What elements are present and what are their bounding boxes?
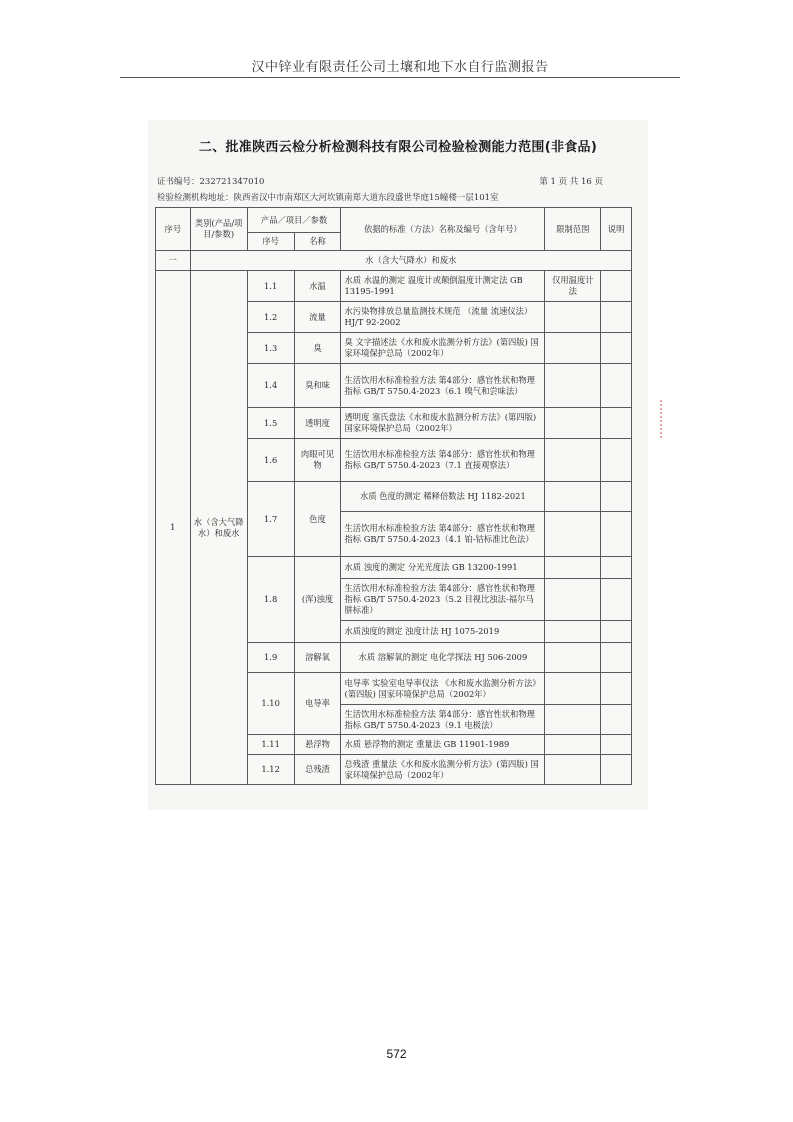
item-limit: [545, 333, 601, 364]
item-name: 色度: [294, 482, 341, 557]
category-seq: 一: [156, 251, 191, 271]
item-limit: [545, 621, 601, 643]
page-info: 第 1 页 共 16 页: [539, 177, 603, 187]
header-name: 名称: [294, 233, 341, 251]
category-label: 水（含大气降水）和废水: [190, 251, 631, 271]
item-name: 电导率: [294, 673, 341, 735]
scope-table: [155, 207, 632, 785]
item-standard: 透明度 塞氏盘法《水和废水监测分析方法》(第四版) 国家环境保护总局（2002年）: [341, 408, 545, 439]
item-limit: [545, 557, 601, 579]
seal-edge-mark: [660, 400, 666, 438]
item-note: [601, 673, 632, 705]
item-standard: 水质浊度的测定 浊度计法 HJ 1075-2019: [341, 621, 545, 643]
item-name: 悬浮物: [294, 735, 341, 755]
item-standard: 生活饮用水标准检验方法 第4部分：感官性状和物理指标 GB/T 5750.4-2023（5.2 目视比浊法-福尔马肼标准）: [341, 579, 545, 621]
item-standard: 生活饮用水标准检验方法 第4部分：感官性状和物理指标 GB/T 5750.4-2023（6.1 嗅气和尝味法）: [341, 364, 545, 408]
item-limit: [545, 439, 601, 482]
item-limit: [545, 643, 601, 673]
item-no: 1.11: [247, 735, 294, 755]
item-note: [601, 705, 632, 735]
item-limit: [545, 482, 601, 512]
item-no: 1.5: [247, 408, 294, 439]
page-number: 572: [386, 1047, 407, 1061]
header-sub-seq: 序号: [247, 233, 294, 251]
item-name: 臭和味: [294, 364, 341, 408]
item-no: 1.4: [247, 364, 294, 408]
item-no: 1.8: [247, 557, 294, 643]
item-limit: [545, 673, 601, 705]
item-note: [601, 364, 632, 408]
item-limit: [545, 364, 601, 408]
table-header-row: [156, 208, 632, 233]
item-name: (浑)浊度: [294, 557, 341, 643]
header-standard: 依据的标准（方法）名称及编号（含年号）: [341, 208, 545, 251]
item-note: [601, 557, 632, 579]
group-category: 水（含大气降水）和废水: [190, 271, 247, 785]
item-note: [601, 735, 632, 755]
item-limit: [545, 512, 601, 557]
item-standard: 生活饮用水标准检验方法 第4部分：感官性状和物理指标 GB/T 5750.4-2023（7.1 直接观察法）: [341, 439, 545, 482]
item-note: [601, 621, 632, 643]
item-standard: 水污染物排放总量监测技术规范 （流量 流速仪法）HJ/T 92-2002: [341, 302, 545, 333]
item-note: [601, 755, 632, 785]
item-standard: 水质 浊度的测定 分光光度法 GB 13200-1991: [341, 557, 545, 579]
item-note: [601, 482, 632, 512]
item-name: 溶解氧: [294, 643, 341, 673]
certificate-number: 证书编号：232721347010: [157, 177, 265, 187]
header-rule: [120, 77, 680, 78]
item-name: 水温: [294, 271, 341, 302]
item-name: 肉眼可见物: [294, 439, 341, 482]
item-no: 1.2: [247, 302, 294, 333]
item-no: 1.7: [247, 482, 294, 557]
header-note: 说明: [601, 208, 632, 251]
header-limit: 限制范围: [545, 208, 601, 251]
item-name: 臭: [294, 333, 341, 364]
item-note: [601, 333, 632, 364]
item-note: [601, 643, 632, 673]
category-row: [156, 251, 632, 271]
item-standard: 生活饮用水标准检验方法 第4部分：感官性状和物理指标 GB/T 5750.4-2023（9.1 电极法）: [341, 705, 545, 735]
item-note: [601, 439, 632, 482]
item-standard: 水质 溶解氧的测定 电化学探法 HJ 506-2009: [341, 643, 545, 673]
item-standard: 水质 色度的测定 稀释倍数法 HJ 1182-2021: [341, 482, 545, 512]
item-note: [601, 512, 632, 557]
header-category: 类别(产品/项目/参数): [190, 208, 247, 251]
item-no: 1.9: [247, 643, 294, 673]
item-no: 1.3: [247, 333, 294, 364]
item-name: 总残渣: [294, 755, 341, 785]
item-standard: 水质 悬浮物的测定 重量法 GB 11901-1989: [341, 735, 545, 755]
item-note: [601, 271, 632, 302]
item-no: 1.12: [247, 755, 294, 785]
item-no: 1.6: [247, 439, 294, 482]
item-note: [601, 302, 632, 333]
item-limit: [545, 705, 601, 735]
header-product: 产品／项目／参数: [247, 208, 341, 233]
item-name: 流量: [294, 302, 341, 333]
certificate-line: [157, 175, 603, 187]
group-seq: 1: [156, 271, 191, 785]
item-limit: [545, 302, 601, 333]
item-note: [601, 579, 632, 621]
item-standard: 水质 水温的测定 温度计或颠倒温度计测定法 GB 13195-1991: [341, 271, 545, 302]
header-seq: 序号: [156, 208, 191, 251]
item-limit: [545, 735, 601, 755]
item-no: 1.1: [247, 271, 294, 302]
running-header: 汉中锌业有限责任公司土壤和地下水自行监测报告: [251, 60, 549, 75]
item-name: 透明度: [294, 408, 341, 439]
item-standard: 臭 文字描述法《水和废水监测分析方法》(第四版) 国家环境保护总局（2002年）: [341, 333, 545, 364]
item-standard: 总残渣 重量法《水和废水监测分析方法》(第四版) 国家环境保护总局（2002年）: [341, 755, 545, 785]
institution-address: 检验检测机构地址：陕西省汉中市南郑区大河坎镇南郑大道东段盛世华庭15幢楼一层101室: [157, 193, 499, 203]
item-standard: 生活饮用水标准检验方法 第4部分：感官性状和物理指标 GB/T 5750.4-2023（4.1 铂-钴标准比色法）: [341, 512, 545, 557]
item-no: 1.10: [247, 673, 294, 735]
table-row: [156, 271, 632, 302]
item-note: [601, 408, 632, 439]
item-limit: [545, 579, 601, 621]
item-limit: 仅用温度计法: [545, 271, 601, 302]
item-limit: [545, 408, 601, 439]
document-title: 二、批准陕西云检分析检测科技有限公司检验检测能力范围(非食品): [198, 140, 598, 155]
item-standard: 电导率 实验室电导率仪法 《水和废水监测分析方法》(第四版) 国家环境保护总局（2002年）: [341, 673, 545, 705]
item-limit: [545, 755, 601, 785]
